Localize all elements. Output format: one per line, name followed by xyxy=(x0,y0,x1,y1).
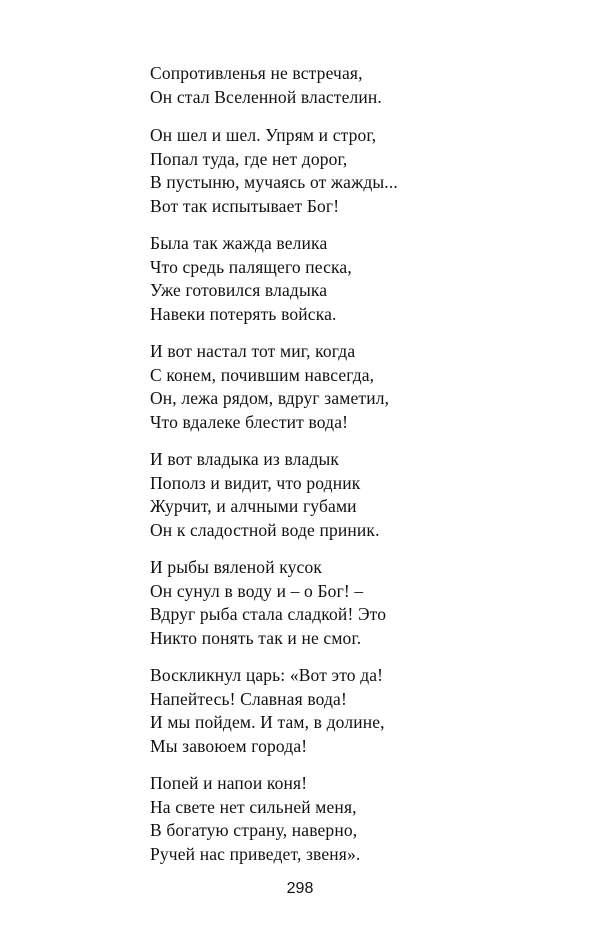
poem-line: Вдруг рыба стала сладкой! Это xyxy=(150,604,387,624)
poem-line: Он шел и шел. Упрям и строг, xyxy=(150,125,377,145)
poem-line: Навеки потерять войска. xyxy=(150,303,337,324)
poem-line: В пустыню, мучаясь от жажды... xyxy=(150,172,398,192)
poem-line: Ручей нас приведет, звеня». xyxy=(150,843,361,864)
poem-line: Что вдалеке блестит вода! xyxy=(150,411,349,432)
poem-line: Пополз и видит, что родник xyxy=(150,472,361,493)
poem-line: И рыбы вяленой кусок xyxy=(150,557,323,577)
stanza xyxy=(150,124,570,218)
poem-line: В богатую страну, наверно, xyxy=(150,820,358,840)
stanza xyxy=(150,448,570,542)
poem-line: И вот владыка из владык xyxy=(150,449,340,469)
stanza xyxy=(150,556,570,650)
poem-line: Он сунул в воду и – о Бог! – xyxy=(150,580,364,601)
poem-line: Была так жажда велика xyxy=(150,233,328,253)
stanza xyxy=(150,772,570,866)
poem-line: Сопротивленья не встречая, xyxy=(150,63,363,83)
stanza xyxy=(150,232,570,326)
poem-line: На свете нет сильней меня, xyxy=(150,796,357,817)
page-number: 298 xyxy=(286,880,314,897)
poem-text xyxy=(150,62,570,880)
stanza xyxy=(150,62,570,109)
poem-line: Напейтесь! Славная вода! xyxy=(150,688,347,709)
poem-line: Мы завоюем города! xyxy=(150,735,308,756)
poem-line: И мы пойдем. И там, в долине, xyxy=(150,712,385,732)
poem-line: И вот настал тот миг, когда xyxy=(150,341,356,361)
poem-line: Он стал Вселенной властелин. xyxy=(150,86,382,107)
poem-line: С конем, почившим навсегда, xyxy=(150,364,375,385)
poem-line: Никто понять так и не смог. xyxy=(150,627,362,648)
poem-line: Воскликнул царь: «Вот это да! xyxy=(150,665,384,685)
poem-line: Он к сладостной воде приник. xyxy=(150,519,380,540)
poem-line: Попей и напои коня! xyxy=(150,773,308,793)
poem-line: Попал туда, где нет дорог, xyxy=(150,148,348,169)
poem-line: Что средь палящего песка, xyxy=(150,256,352,277)
stanza xyxy=(150,664,570,758)
poem-line: Вот так испытывает Бог! xyxy=(150,195,340,216)
poem-line: Он, лежа рядом, вдруг заметил, xyxy=(150,388,390,408)
poem-line: Журчит, и алчными губами xyxy=(150,496,357,516)
poem-line: Уже готовился владыка xyxy=(150,280,328,300)
stanza xyxy=(150,340,570,434)
